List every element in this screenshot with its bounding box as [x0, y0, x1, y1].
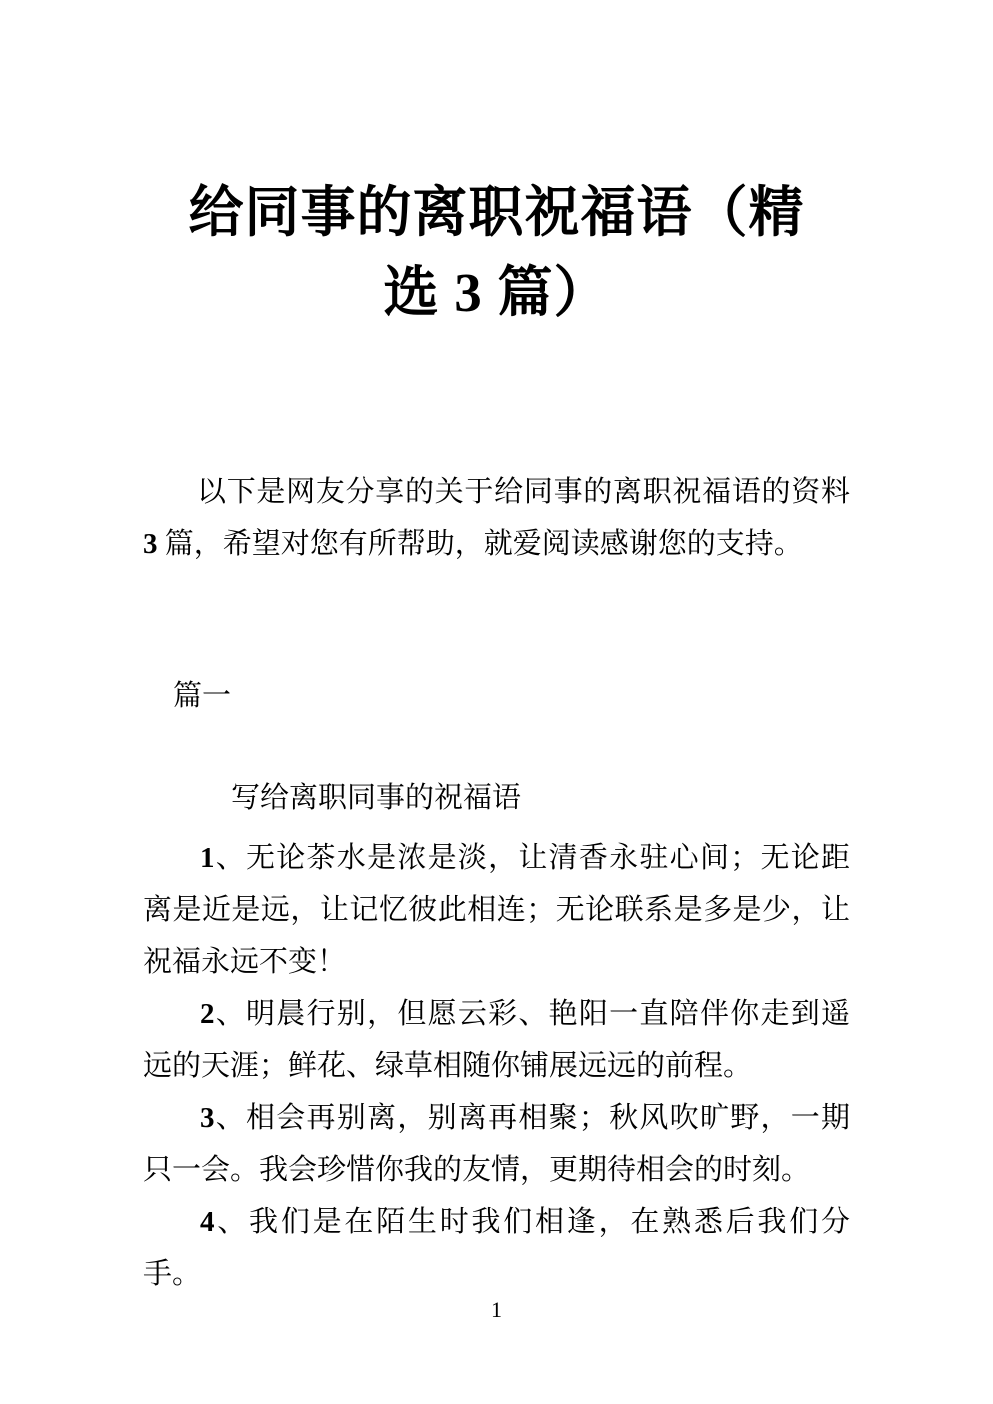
section-one-subheading: 写给离职同事的祝福语 — [231, 782, 522, 814]
document-title-line-2: 选 3 篇） — [383, 262, 610, 323]
blessing-item-3: 3、相会再别离，别离再相聚；秋风吹旷野，一期只一会。我会珍惜你我的友情，更期待相会的时刻。 — [143, 1102, 850, 1186]
page-number: 1 — [491, 1297, 502, 1322]
document-title — [118, 173, 875, 333]
blessing-item-1: 1、无论茶水是浓是淡，让清香永驻心间；无论距离是近是远，让记忆彼此相连；无论联系是多是少，让祝福永远不变！ — [143, 842, 850, 978]
intro-paragraph: 以下是网友分享的关于给同事的离职祝福语的资料 3 篇，希望对您有所帮助，就爱阅读感谢您的支持。 — [143, 476, 850, 560]
section-one-heading: 篇一 — [173, 680, 232, 712]
blessing-item-2: 2、明晨行别，但愿云彩、艳阳一直陪伴你走到遥远的天涯；鲜花、绿草相随你铺展远远的前程。 — [143, 998, 850, 1082]
section-one — [0, 670, 993, 1300]
document-title-line-1: 给同事的离职祝福语（精 — [188, 182, 805, 243]
blessing-item-4: 4、我们是在陌生时我们相逢，在熟悉后我们分手。 — [143, 1206, 850, 1290]
